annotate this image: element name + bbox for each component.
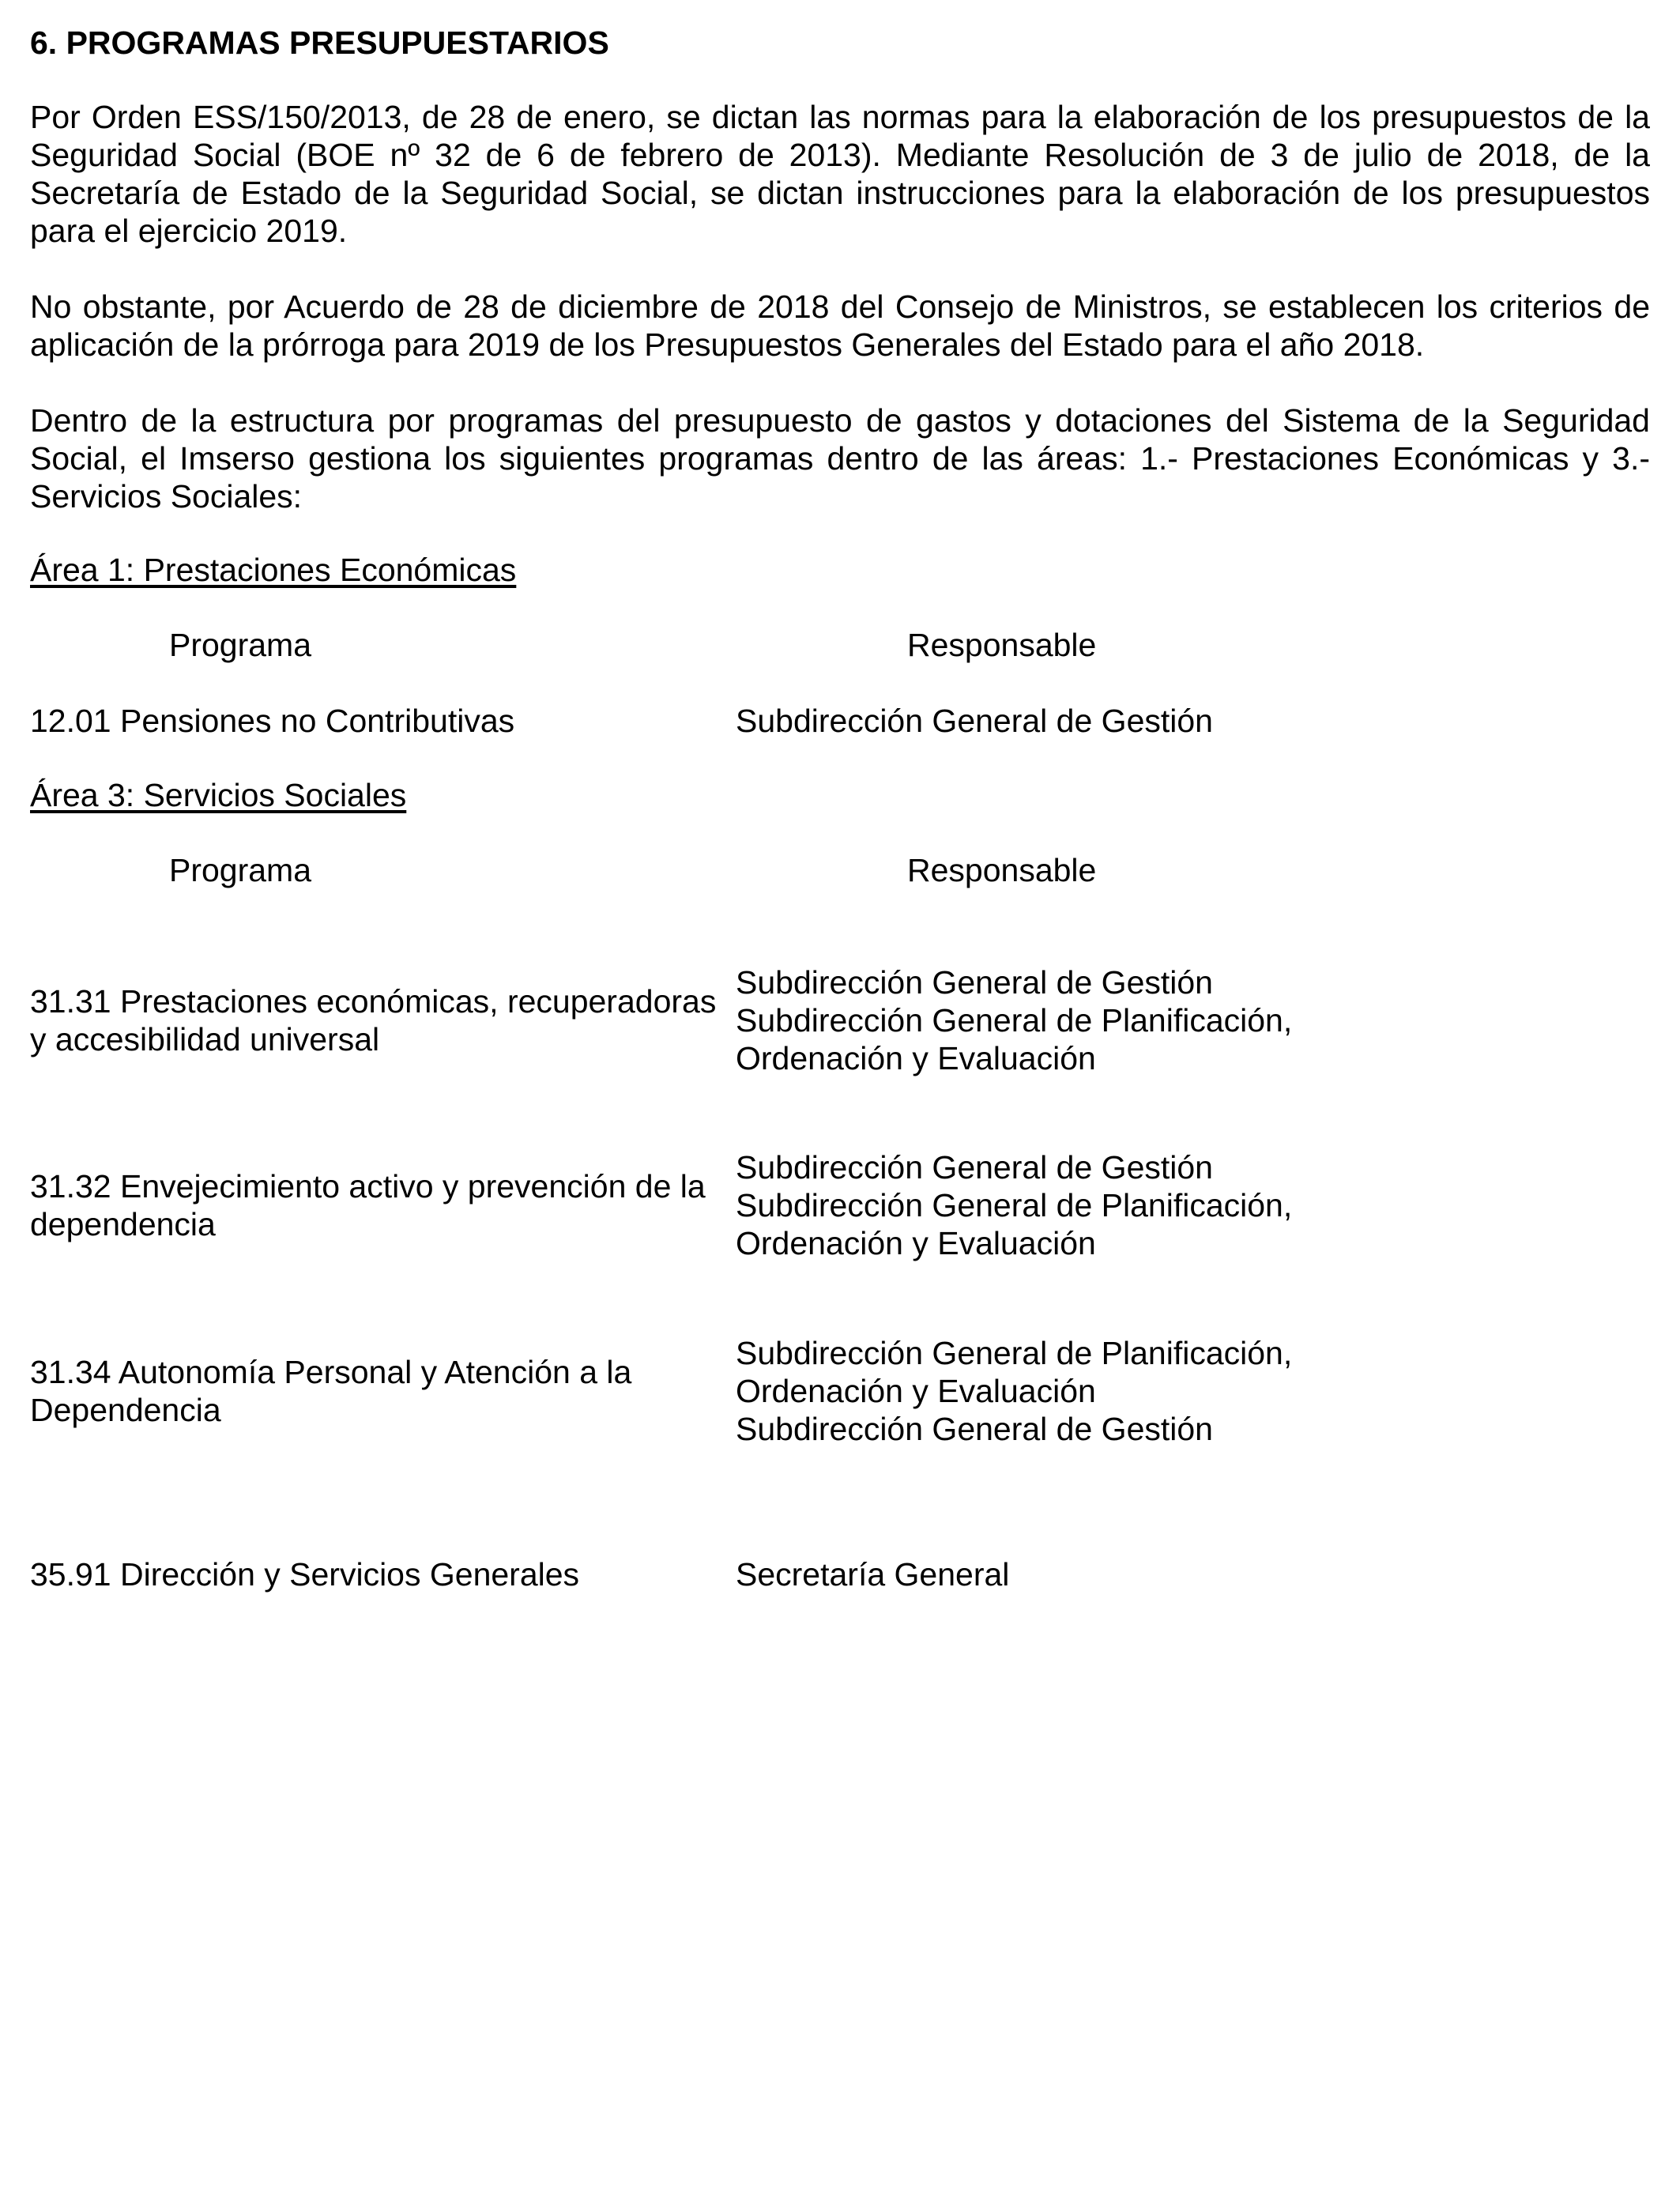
section-title: 6. PROGRAMAS PRESUPUESTARIOS xyxy=(30,25,609,61)
program-responsible xyxy=(736,1555,1605,1593)
program-responsible xyxy=(736,1334,1605,1448)
program-name: 31.32 Envejecimiento activo y prevención de la dependencia xyxy=(30,1168,706,1242)
program-responsible xyxy=(736,702,1605,740)
responsible-line: Subdirección General de Planificación, xyxy=(736,1187,1293,1223)
responsible-line: Subdirección General de Gestión xyxy=(736,1149,1213,1186)
paragraph-acuerdo: No obstante, por Acuerdo de 28 de diciembre de 2018 del Consejo de Ministros, se establecen los criterios de aplicación de la prórroga para 2019 de los Presupuestos Generales del Estado para el año 2018. xyxy=(30,288,1650,363)
responsible-line: Subdirección General de Gestión xyxy=(736,964,1213,1001)
program-name: 31.34 Autonomía Personal y Atención a la Dependencia xyxy=(30,1354,632,1428)
program-name: 31.31 Prestaciones económicas, recuperadoras y accesibilidad universal xyxy=(30,983,717,1057)
responsible-line: Ordenación y Evaluación xyxy=(736,1373,1096,1409)
area1-column-program: Programa xyxy=(169,627,312,663)
responsible-line: Subdirección General de Planificación, xyxy=(736,1002,1293,1039)
area3-column-program: Programa xyxy=(169,852,312,888)
responsible-line: Subdirección General de Gestión xyxy=(736,1411,1213,1447)
program-name: 12.01 Pensiones no Contributivas xyxy=(30,703,515,739)
area3-column-responsible: Responsable xyxy=(907,852,1097,888)
responsible-line: Ordenación y Evaluación xyxy=(736,1040,1096,1076)
paragraph-orden: Por Orden ESS/150/2013, de 28 de enero, se dictan las normas para la elaboración de los presupuestos de la Seguridad Social (BOE nº 32 de 6 de febrero de 2013). Mediante Resolución de 3 de julio de 2018, de la Secretaría de Estado de la Seguridad Social, se dictan instrucciones para la elaboración de los presupuestos para el ejercicio 2019. xyxy=(30,99,1650,249)
program-responsible xyxy=(736,1148,1605,1262)
area1-title: Área 1: Prestaciones Económicas xyxy=(30,552,517,588)
responsible-line: Ordenación y Evaluación xyxy=(736,1225,1096,1261)
area1-column-responsible: Responsable xyxy=(907,627,1097,663)
area3-title: Área 3: Servicios Sociales xyxy=(30,777,407,813)
responsible-line: Secretaría General xyxy=(736,1556,1010,1593)
program-name: 35.91 Dirección y Servicios Generales xyxy=(30,1556,580,1593)
responsible-line: Subdirección General de Gestión xyxy=(736,703,1213,739)
program-responsible xyxy=(736,963,1605,1077)
responsible-line: Subdirección General de Planificación, xyxy=(736,1335,1293,1371)
paragraph-estructura: Dentro de la estructura por programas del presupuesto de gastos y dotaciones del Sistema de la Seguridad Social, el Imserso gestiona los siguientes programas dentro de las áreas: 1.- Prestaciones Económicas y 3.- Servicios Sociales: xyxy=(30,402,1650,515)
